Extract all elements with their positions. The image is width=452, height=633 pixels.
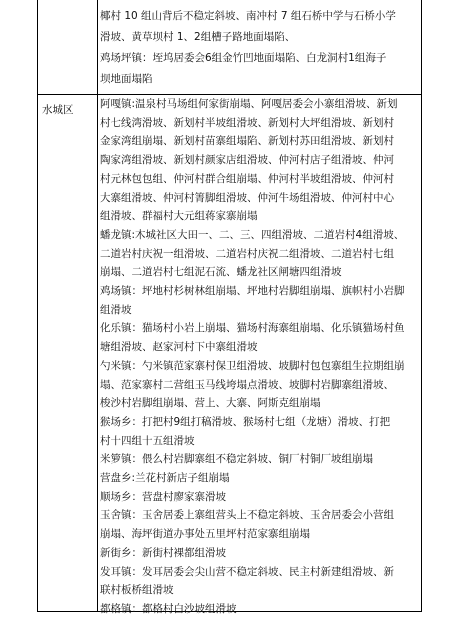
text-line: 二道岩村庆祝一组滑坡、二道岩村庆祝二组滑坡、二道岩村七组 xyxy=(100,247,394,260)
text-line: 联村板桥组滑坡 xyxy=(100,584,174,597)
text-line: 新街乡：新街村裸都组滑坡 xyxy=(100,546,226,559)
text-line: 蟠龙镇:木城社区大田一、二、三、四组滑坡、二道岩村4组滑坡、 xyxy=(100,228,405,241)
text-line: 陶家湾组滑坡、新划村颜家店组滑坡、仲河村店子组滑坡、仲河 xyxy=(100,154,394,167)
text-line: 勺米镇：勺米镇范家寨村保卫组滑坡、坡脚村包包寨组生拉期组崩 xyxy=(100,359,405,372)
text-line: 椰村 10 组山背后不稳定斜坡、南冲村 7 组石桥中学与石桥小学 xyxy=(100,10,396,22)
text-line: 崩塌、海坪街道办事处五里坪村范家寨组崩塌 xyxy=(100,528,310,541)
text-line: 发耳镇：发耳居委会尖山营不稳定斜坡、民主村新建组滑坡、新 xyxy=(100,565,394,578)
text-line: 猴场乡：打把村9组打稿滑坡、猴场村七组（龙塘）滑坡、打把 xyxy=(100,415,391,428)
text-line: 玉舍镇：玉舍居委上寨组营头上不稳定斜坡、玉舍居委会小营组 xyxy=(100,509,394,522)
text-line: 崩塌、二道岩村七组泥石流、蟠龙社区闸塘四组滑坡 xyxy=(100,266,342,279)
text-line: 大寨组滑坡、仲河村箐脚组滑坡、仲河牛场组滑坡、仲河村中心 xyxy=(100,191,394,204)
text-line: 鸡场坪镇：垤坞居委会6组金竹凹地面塌陷、白龙洞村1组海子 xyxy=(100,52,387,64)
text-line: 化乐镇：猫场村小岩上崩塌、猫场村海寨组崩塌、化乐镇猫场村鱼 xyxy=(100,322,405,335)
text-line: 顺场乡：营盘村廖家寨滑坡 xyxy=(100,490,226,503)
text-line: 阿嘎镇:温泉村马场组何家街崩塌、阿嘎居委会小寨组滑坡、新划 xyxy=(100,98,398,110)
column-divider xyxy=(97,0,98,611)
text-line: 组滑坡 xyxy=(100,303,132,316)
text-line: 村元林包包组、仲河村群合组崩塌、仲河村半坡组滑坡、仲河村 xyxy=(100,172,394,185)
text-line: 鸡场镇：坪地村杉树林组崩塌、坪地村岩脚组崩塌、旗帜村小岩脚 xyxy=(100,285,405,297)
text-line: 都格镇：都格村白沙坡组滑坡 xyxy=(100,602,237,615)
text-line: 金家湾组崩塌、新划村苗寨组塌陷、新划村苏田组滑坡、新划村 xyxy=(100,135,394,148)
text-line: 塌、范家寨村二营组玉马线垮塌点滑坡、坡脚村岩脚寨组滑坡、 xyxy=(100,378,394,391)
text-line: 村七线湾滑坡、新划村半坡组滑坡、新划村大坪组滑坡、新划村 xyxy=(100,116,394,129)
text-line: 坝地面塌陷 xyxy=(100,73,153,85)
text-line: 村十四组十五组滑坡 xyxy=(100,434,195,447)
text-line: 米箩镇：偎么村岩脚寨组不稳定斜坡、铜厂村铜厂坡组崩塌 xyxy=(100,453,373,466)
district-cell: 水城区 xyxy=(42,104,74,116)
text-line: 滑坡、黄草坝村 1、2组槽子路地面塌陷、 xyxy=(100,31,296,43)
text-line: 营盘乡:兰花村新店子组崩塌 xyxy=(100,472,230,484)
text-line: 塘组滑坡、赵家河村下中寨组滑坡 xyxy=(100,341,258,354)
text-line: 组滑坡、群福村大元组蒋家寨崩塌 xyxy=(100,210,258,223)
text-line: 梭沙村岩脚组崩塌、营上、大寨、阿斯克组崩塌 xyxy=(100,397,321,410)
